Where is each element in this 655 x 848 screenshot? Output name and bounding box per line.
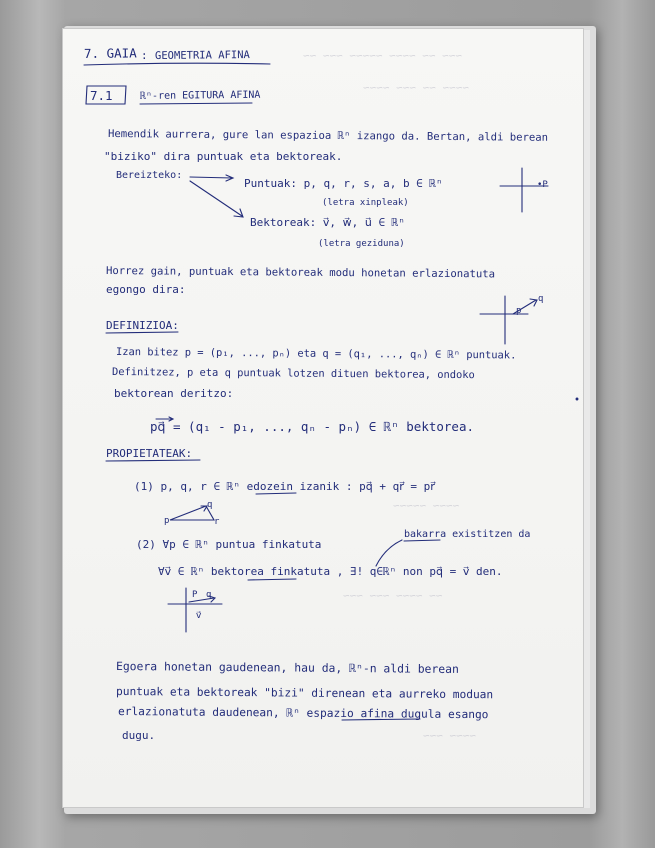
chapter-number: 7. GAIA: [83, 45, 137, 61]
espazio-afina-underline: [342, 719, 420, 720]
points-notation: Puntuak: p, q, r, s, a, b ∈ ℝⁿ: [244, 177, 443, 190]
vectors-notation: Bektoreak: v⃗, w⃗, u⃗ ∈ ℝⁿ: [250, 216, 405, 229]
section-number-box: [86, 86, 126, 104]
chapter-underline: [84, 63, 270, 65]
chapter-separator: :: [140, 48, 148, 62]
property1-fig-r: r: [214, 517, 220, 527]
intro-line-1: Hemendik aurrera, gure lan espazioa ℝⁿ izango da. Bertan, aldi berean: [107, 128, 549, 144]
notation-label: Bereizteko:: [116, 170, 183, 181]
definition-line-2: Definitzez, p eta q puntuak lotzen dituen bektorea, ondoko: [111, 366, 475, 382]
conclusion-line-3: erlazionatuta daudenean, ℝⁿ espazio afina dugula esango: [117, 705, 489, 722]
bakarra-underline: [404, 540, 440, 541]
p2-figure-vector: [189, 598, 214, 602]
definition-line-1: Izan bitez p = (p₁, ..., pₙ) eta q = (q₁, ..., qₙ) ∈ ℝⁿ puntuak.: [115, 346, 517, 362]
property2-fig-p: P: [192, 590, 198, 600]
definition-formula: pq⃗ = (q₁ - p₁, ..., qₙ - pₙ) ∈ ℝⁿ bektorea.: [150, 419, 475, 434]
note-arrow: [376, 540, 402, 566]
definition-line-3: bektorean deritzo:: [114, 387, 234, 400]
points-note: (letra xinpleak): [322, 198, 409, 208]
bleed-through-texture: ~~~~ ~~~~~: [393, 499, 460, 512]
arrow-to-points: [190, 177, 232, 178]
vectors-note: (letra geziduna): [318, 239, 405, 249]
property-1: (1) p, q, r ∈ ℝⁿ edozein izanik : pq⃗ + qr⃗ = pr⃗: [134, 480, 435, 493]
relation-line-2: egongo dira:: [106, 283, 186, 296]
bleed-through-texture: ~~~~ ~~~: [423, 729, 476, 742]
section-title: ℝⁿ-ren EGITURA AFINA: [139, 89, 261, 102]
intro-line-2: "biziko" dira puntuak eta bektoreak.: [104, 150, 343, 163]
ink-dot: [576, 398, 578, 400]
definition-underline: [106, 332, 178, 333]
property2-fig-q: q: [206, 590, 212, 600]
definition-heading: DEFINIZIOA:: [106, 319, 179, 332]
property-2-line-1: (2) ∀p ∈ ℝⁿ puntua finkatuta: [136, 538, 322, 551]
conclusion-line-4: dugu.: [122, 729, 156, 742]
bleed-through-texture: ~~~ ~~ ~~~~ ~~~~~ ~~~ ~~: [303, 49, 462, 62]
bleed-through-texture: ~~ ~~~~ ~~~ ~~~: [343, 589, 443, 602]
properties-underline: [106, 460, 200, 461]
property1-fig-q: q: [207, 500, 213, 510]
section-underline: [140, 103, 252, 104]
conclusion-line-1: Egoera honetan gaudenean, hau da, ℝⁿ-n aldi berean: [115, 659, 459, 676]
figure2-label-q: q: [538, 294, 544, 304]
section-number: 7.1: [90, 88, 113, 103]
property1-fig-p: p: [164, 516, 170, 526]
property2-fig-v: v⃗: [196, 611, 202, 621]
bleed-through-texture: ~~~~ ~~ ~~~ ~~~~: [363, 81, 469, 94]
figure-point-label: •P: [537, 180, 548, 190]
triangle-figure: [170, 506, 214, 520]
finkatuta-underline: [248, 579, 296, 580]
figure2-label-p: p: [516, 306, 522, 316]
arrow-to-vectors: [190, 181, 242, 216]
edozein-underline: [256, 493, 296, 494]
properties-heading: PROPIETATEAK:: [106, 447, 193, 460]
figure2-vector: [513, 300, 536, 314]
chapter-title: GEOMETRIA AFINA: [154, 49, 250, 62]
property-2-line-2: ∀v⃗ ∈ ℝⁿ bektorea finkatuta , ∃! q∈ℝⁿ non pq⃗ = v⃗ den.: [158, 565, 503, 578]
conclusion-line-2: puntuak eta bektoreak "bizi" direnean eta aurreko moduan: [115, 685, 494, 702]
relation-line-1: Horrez gain, puntuak eta bektoreak modu honetan erlazionatuta: [105, 265, 496, 281]
property2-note: bakarra existitzen da: [404, 529, 531, 540]
